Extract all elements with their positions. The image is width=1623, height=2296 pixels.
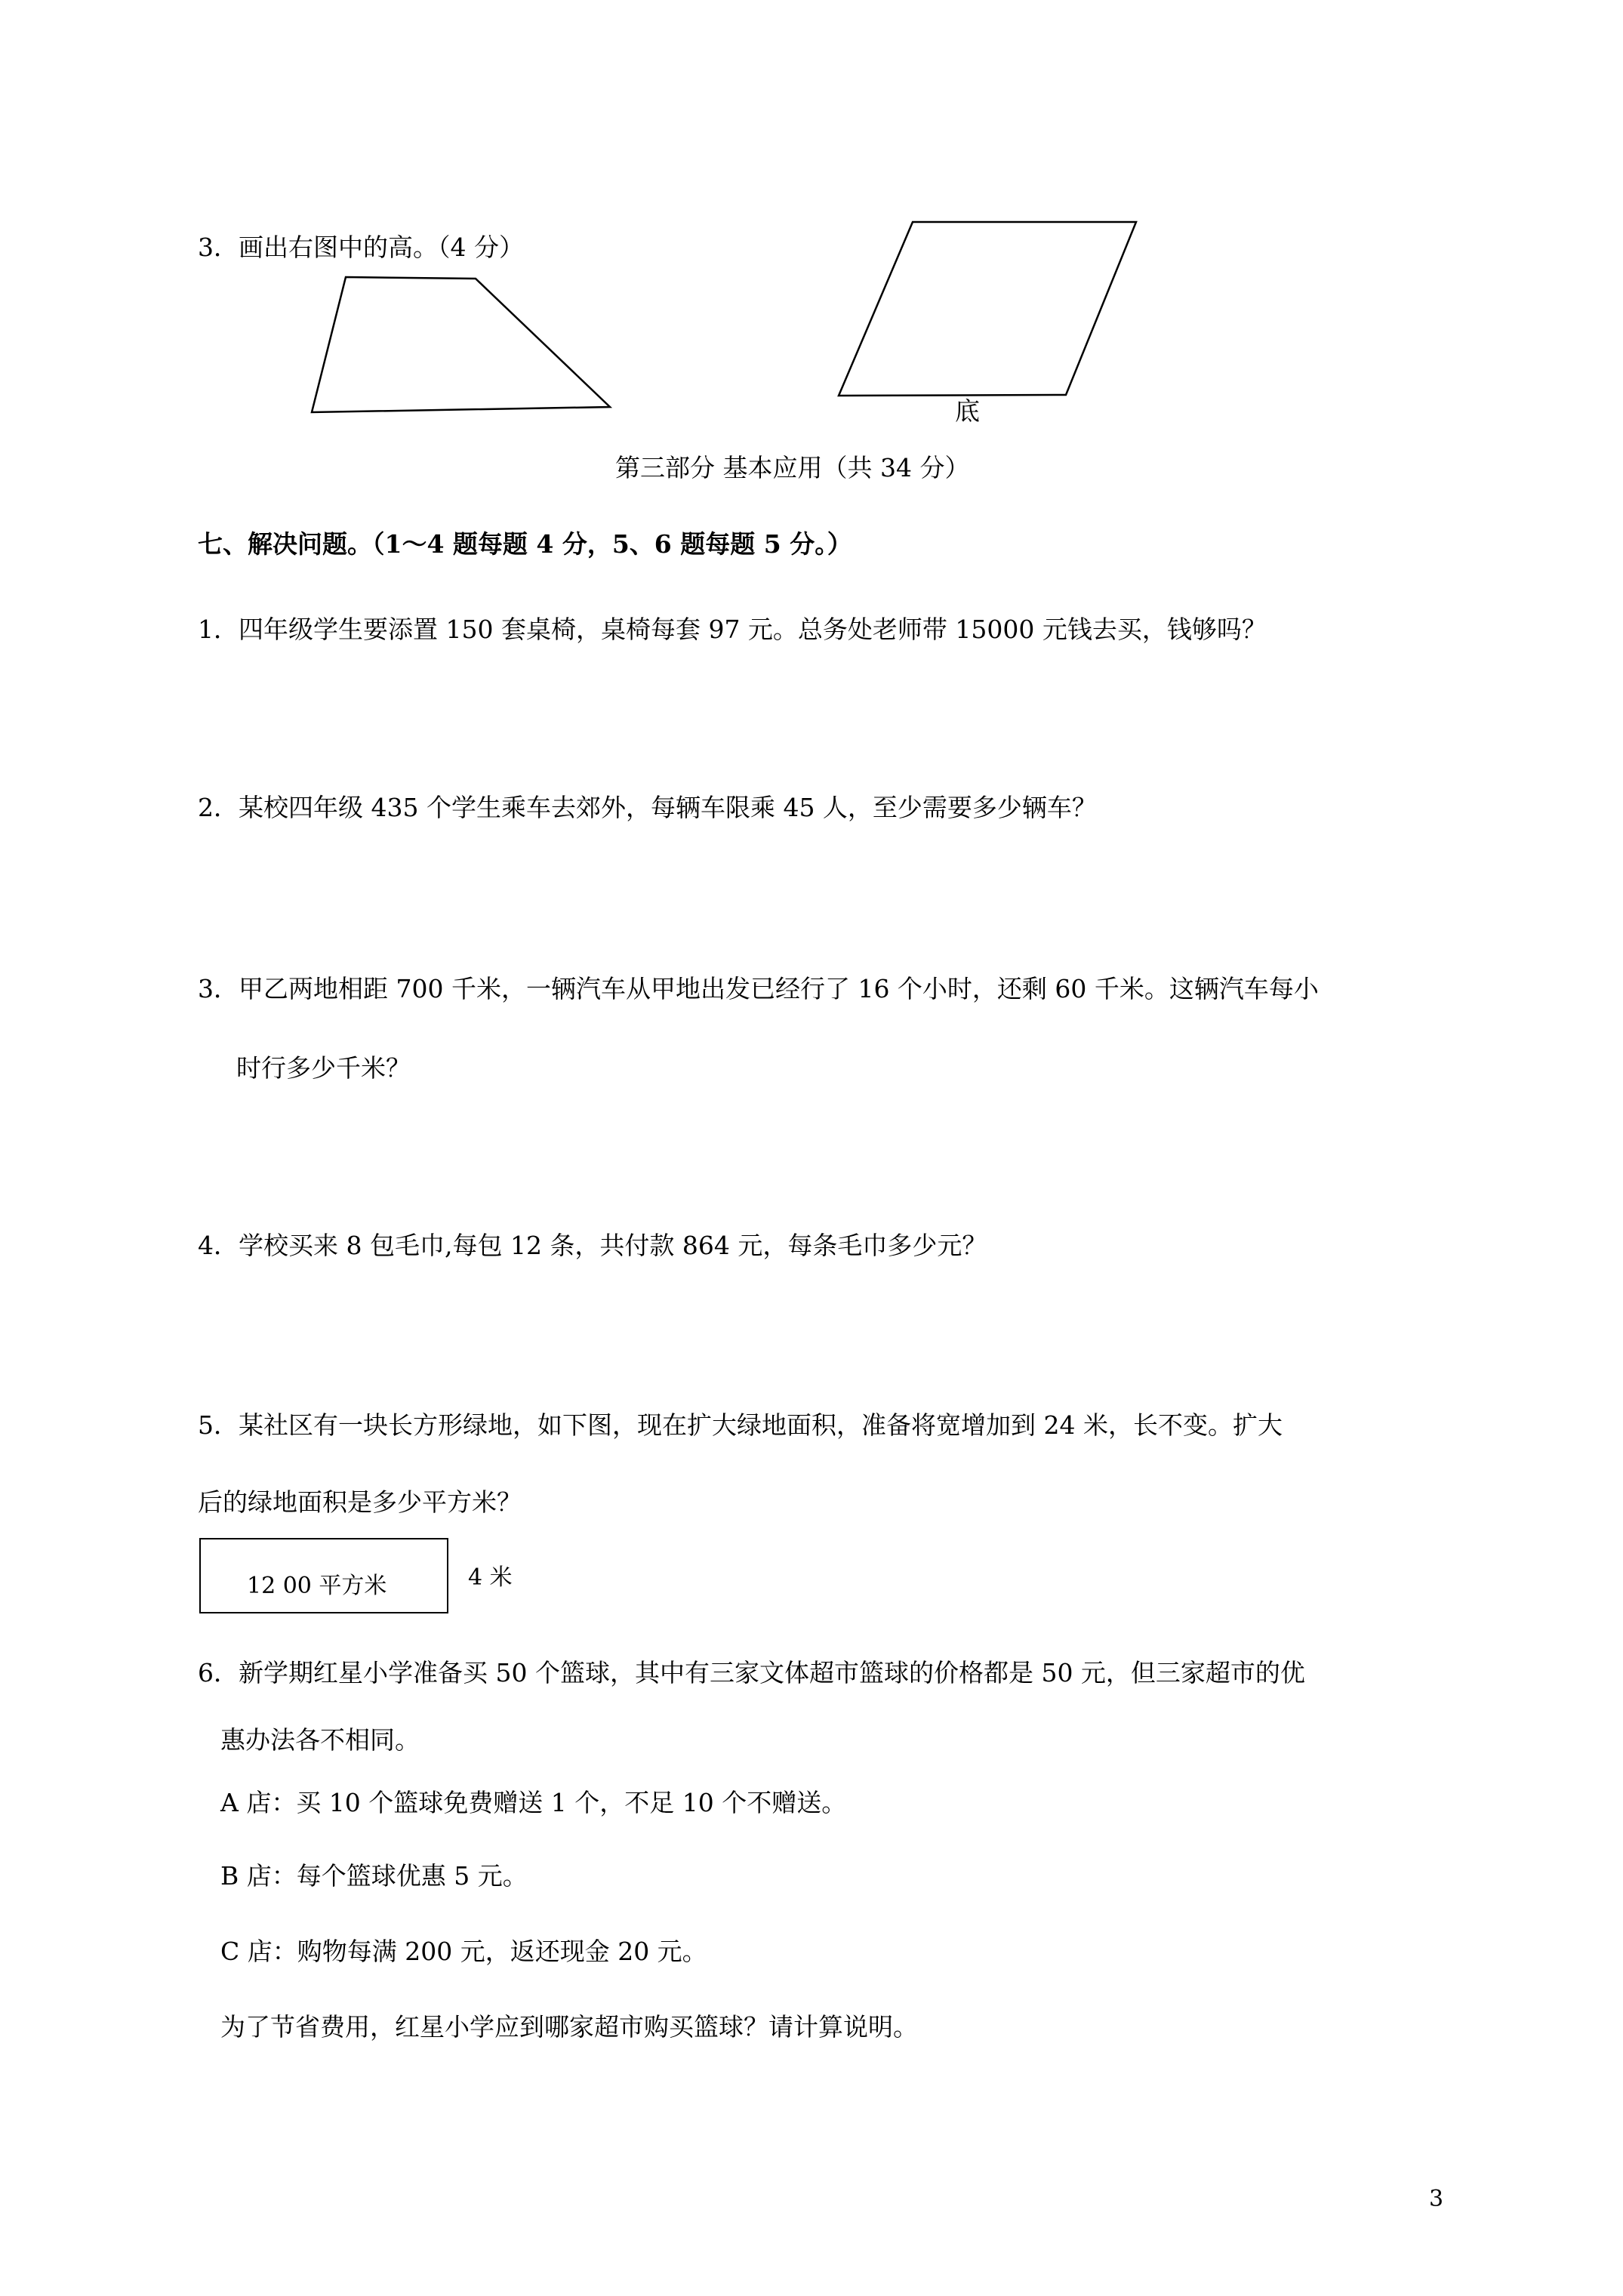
question-6-store-a: A 店：买 10 个篮球免费赠送 1 个，不足 10 个不赠送。	[220, 1788, 847, 1817]
drawing-task-prompt: 3．画出右图中的高。（4 分）	[198, 233, 524, 262]
trapezoid-shape	[312, 277, 610, 412]
parallelogram-shape	[839, 222, 1136, 396]
question-1: 1．四年级学生要添置 150 套桌椅，桌椅每套 97 元。总务处老师带 15000 元钱去买，钱够吗？	[198, 615, 1267, 644]
question-6-line-2: 惠办法各不相同。	[220, 1725, 420, 1755]
question-6-store-b: B 店：每个篮球优惠 5 元。	[220, 1861, 528, 1891]
page-number: 3	[1429, 2186, 1444, 2212]
question-5-line-1: 5．某社区有一块长方形绿地，如下图，现在扩大绿地面积，准备将宽增加到 24 米，长不变。扩大	[198, 1410, 1283, 1440]
question-4: 4．学校买来 8 包毛巾,每包 12 条，共付款 864 元，每条毛巾多少元？	[198, 1231, 987, 1260]
question-6-store-c: C 店：购物每满 200 元，返还现金 20 元。	[220, 1937, 707, 1966]
parallelogram-base-label: 底	[955, 396, 980, 426]
question-3-line-1: 3．甲乙两地相距 700 千米，一辆汽车从甲地出发已经行了 16 个小时，还剩 60 千米。这辆汽车每小	[198, 974, 1319, 1003]
question-6-prompt: 为了节省费用，红星小学应到哪家超市购买篮球？请计算说明。	[220, 2012, 918, 2042]
question-5-line-2: 后的绿地面积是多少平方米？	[198, 1487, 522, 1517]
green-area-label: 12 00 平方米	[247, 1573, 387, 1599]
geometry-figures	[0, 0, 1623, 604]
question-2: 2．某校四年级 435 个学生乘车去郊外，每辆车限乘 45 人，至少需要多少辆车？	[198, 793, 1097, 822]
question-6-line-1: 6．新学期红星小学准备买 50 个篮球，其中有三家文体超市篮球的价格都是 50 元，但三家超市的优	[198, 1658, 1305, 1687]
question-3-line-2: 时行多少千米？	[236, 1053, 411, 1083]
section-title: 第三部分 基本应用（共 34 分）	[615, 453, 970, 482]
part-heading: 七、解决问题。（1～4 题每题 4 分，5、6 题每题 5 分。）	[198, 529, 852, 559]
green-width-label: 4 米	[468, 1564, 513, 1591]
